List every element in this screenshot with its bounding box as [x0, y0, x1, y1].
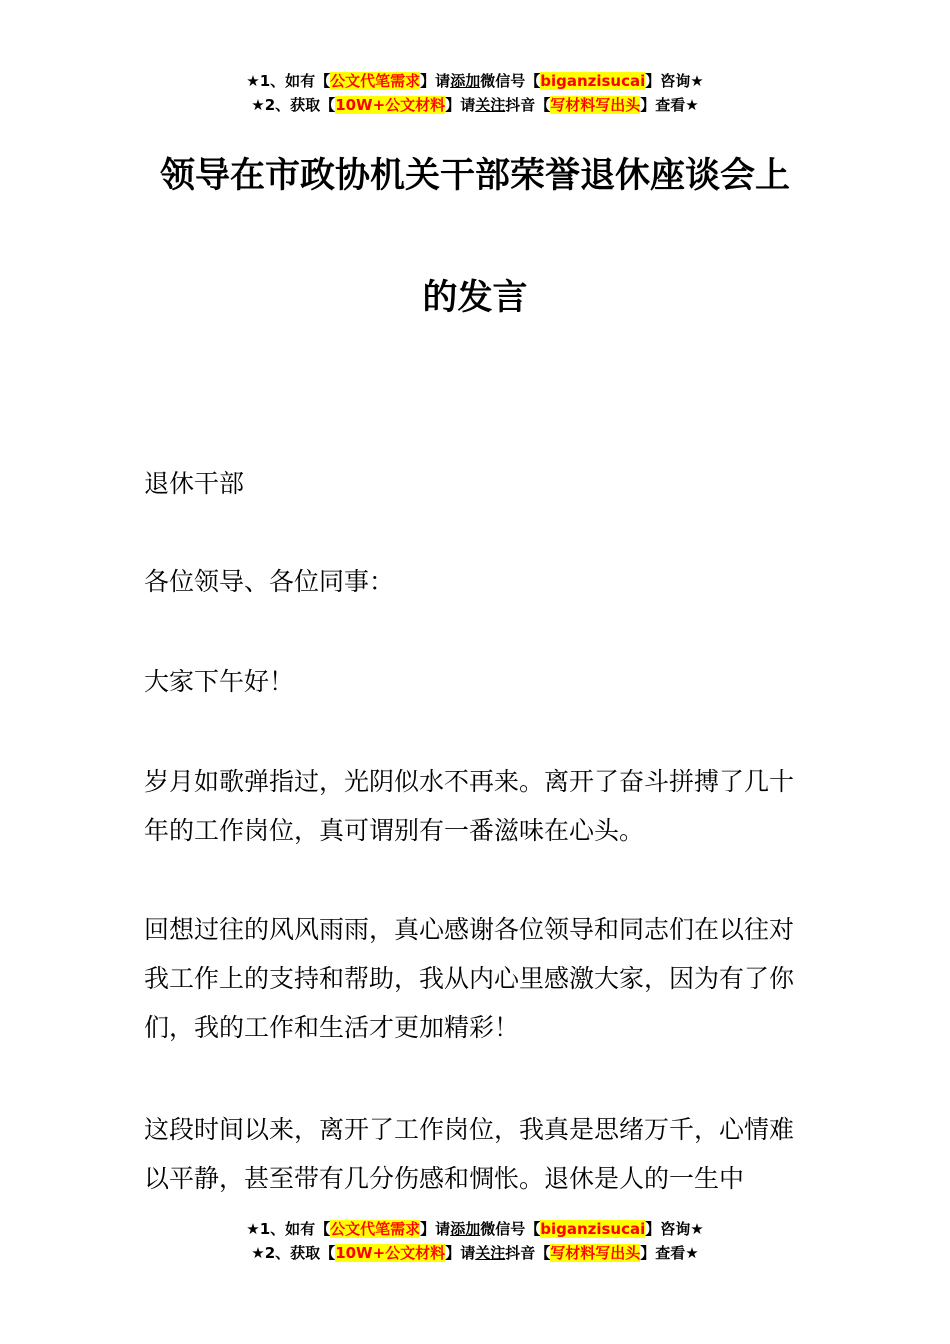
banner-text: ★2、获取【 [251, 96, 336, 114]
document-title-line-1: 领导在市政协机关干部荣誉退休座谈会上 [159, 156, 790, 196]
document-title-line-2: 的发言 [422, 278, 528, 318]
banner-highlight: 10W+公文材料 [335, 96, 446, 114]
banner-text: 微信号【 [480, 72, 541, 90]
salutation: 各位领导、各位同事： [144, 567, 395, 596]
banner-text: 】请 [445, 96, 476, 114]
banner-text: 微信号【 [480, 1220, 541, 1238]
banner-text: 】请 [420, 1220, 451, 1238]
banner-underline: 添加 [450, 1220, 481, 1238]
banner-text: 】查看★ [640, 96, 699, 114]
banner-highlight: biganzisucai [540, 1220, 646, 1238]
paragraph: 这段时间以来，离开了工作岗位，我真是思绪万千，心情难以平静，甚至带有几分伤感和惆怅。退休是人的一生中 [144, 1115, 795, 1193]
banner-text: ★1、如有【 [246, 72, 331, 90]
banner-line-2 [0, 1241, 950, 1265]
banner-highlight: 10W+公文材料 [335, 1244, 446, 1262]
banner-text: 抖音【 [505, 96, 551, 114]
banner-text: ★1、如有【 [246, 1220, 331, 1238]
paragraph: 回想过往的风风雨雨，真心感谢各位领导和同志们在以往对我工作上的支持和帮助，我从内心里感激大家，因为有了你们，我的工作和生活才更加精彩！ [144, 915, 795, 1042]
banner-line-1 [0, 1217, 950, 1241]
banner-underline: 关注 [475, 1244, 506, 1262]
banner-text: 】咨询★ [645, 1220, 704, 1238]
banner-line-2 [0, 93, 950, 117]
speaker-line: 退休干部 [144, 469, 245, 498]
banner-text: 】请 [420, 72, 451, 90]
banner-text: 】请 [445, 1244, 476, 1262]
banner-underline: 关注 [475, 96, 506, 114]
banner-text: 抖音【 [505, 1244, 551, 1262]
footer-banner [0, 1217, 950, 1265]
paragraph: 岁月如歌弹指过，光阴似水不再来。离开了奋斗拼搏了几十年的工作岗位，真可谓别有一番滋味在心头。 [144, 767, 795, 845]
header-banner [0, 69, 950, 117]
banner-highlight: 写材料写出头 [550, 96, 641, 114]
greeting: 大家下午好！ [144, 667, 295, 696]
banner-underline: 添加 [450, 72, 481, 90]
banner-highlight: 公文代笔需求 [330, 72, 421, 90]
banner-text: ★2、获取【 [251, 1244, 336, 1262]
banner-text: 】咨询★ [645, 72, 704, 90]
banner-text: 】查看★ [640, 1244, 699, 1262]
banner-highlight: biganzisucai [540, 72, 646, 90]
banner-highlight: 公文代笔需求 [330, 1220, 421, 1238]
banner-highlight: 写材料写出头 [550, 1244, 641, 1262]
banner-line-1 [0, 69, 950, 93]
